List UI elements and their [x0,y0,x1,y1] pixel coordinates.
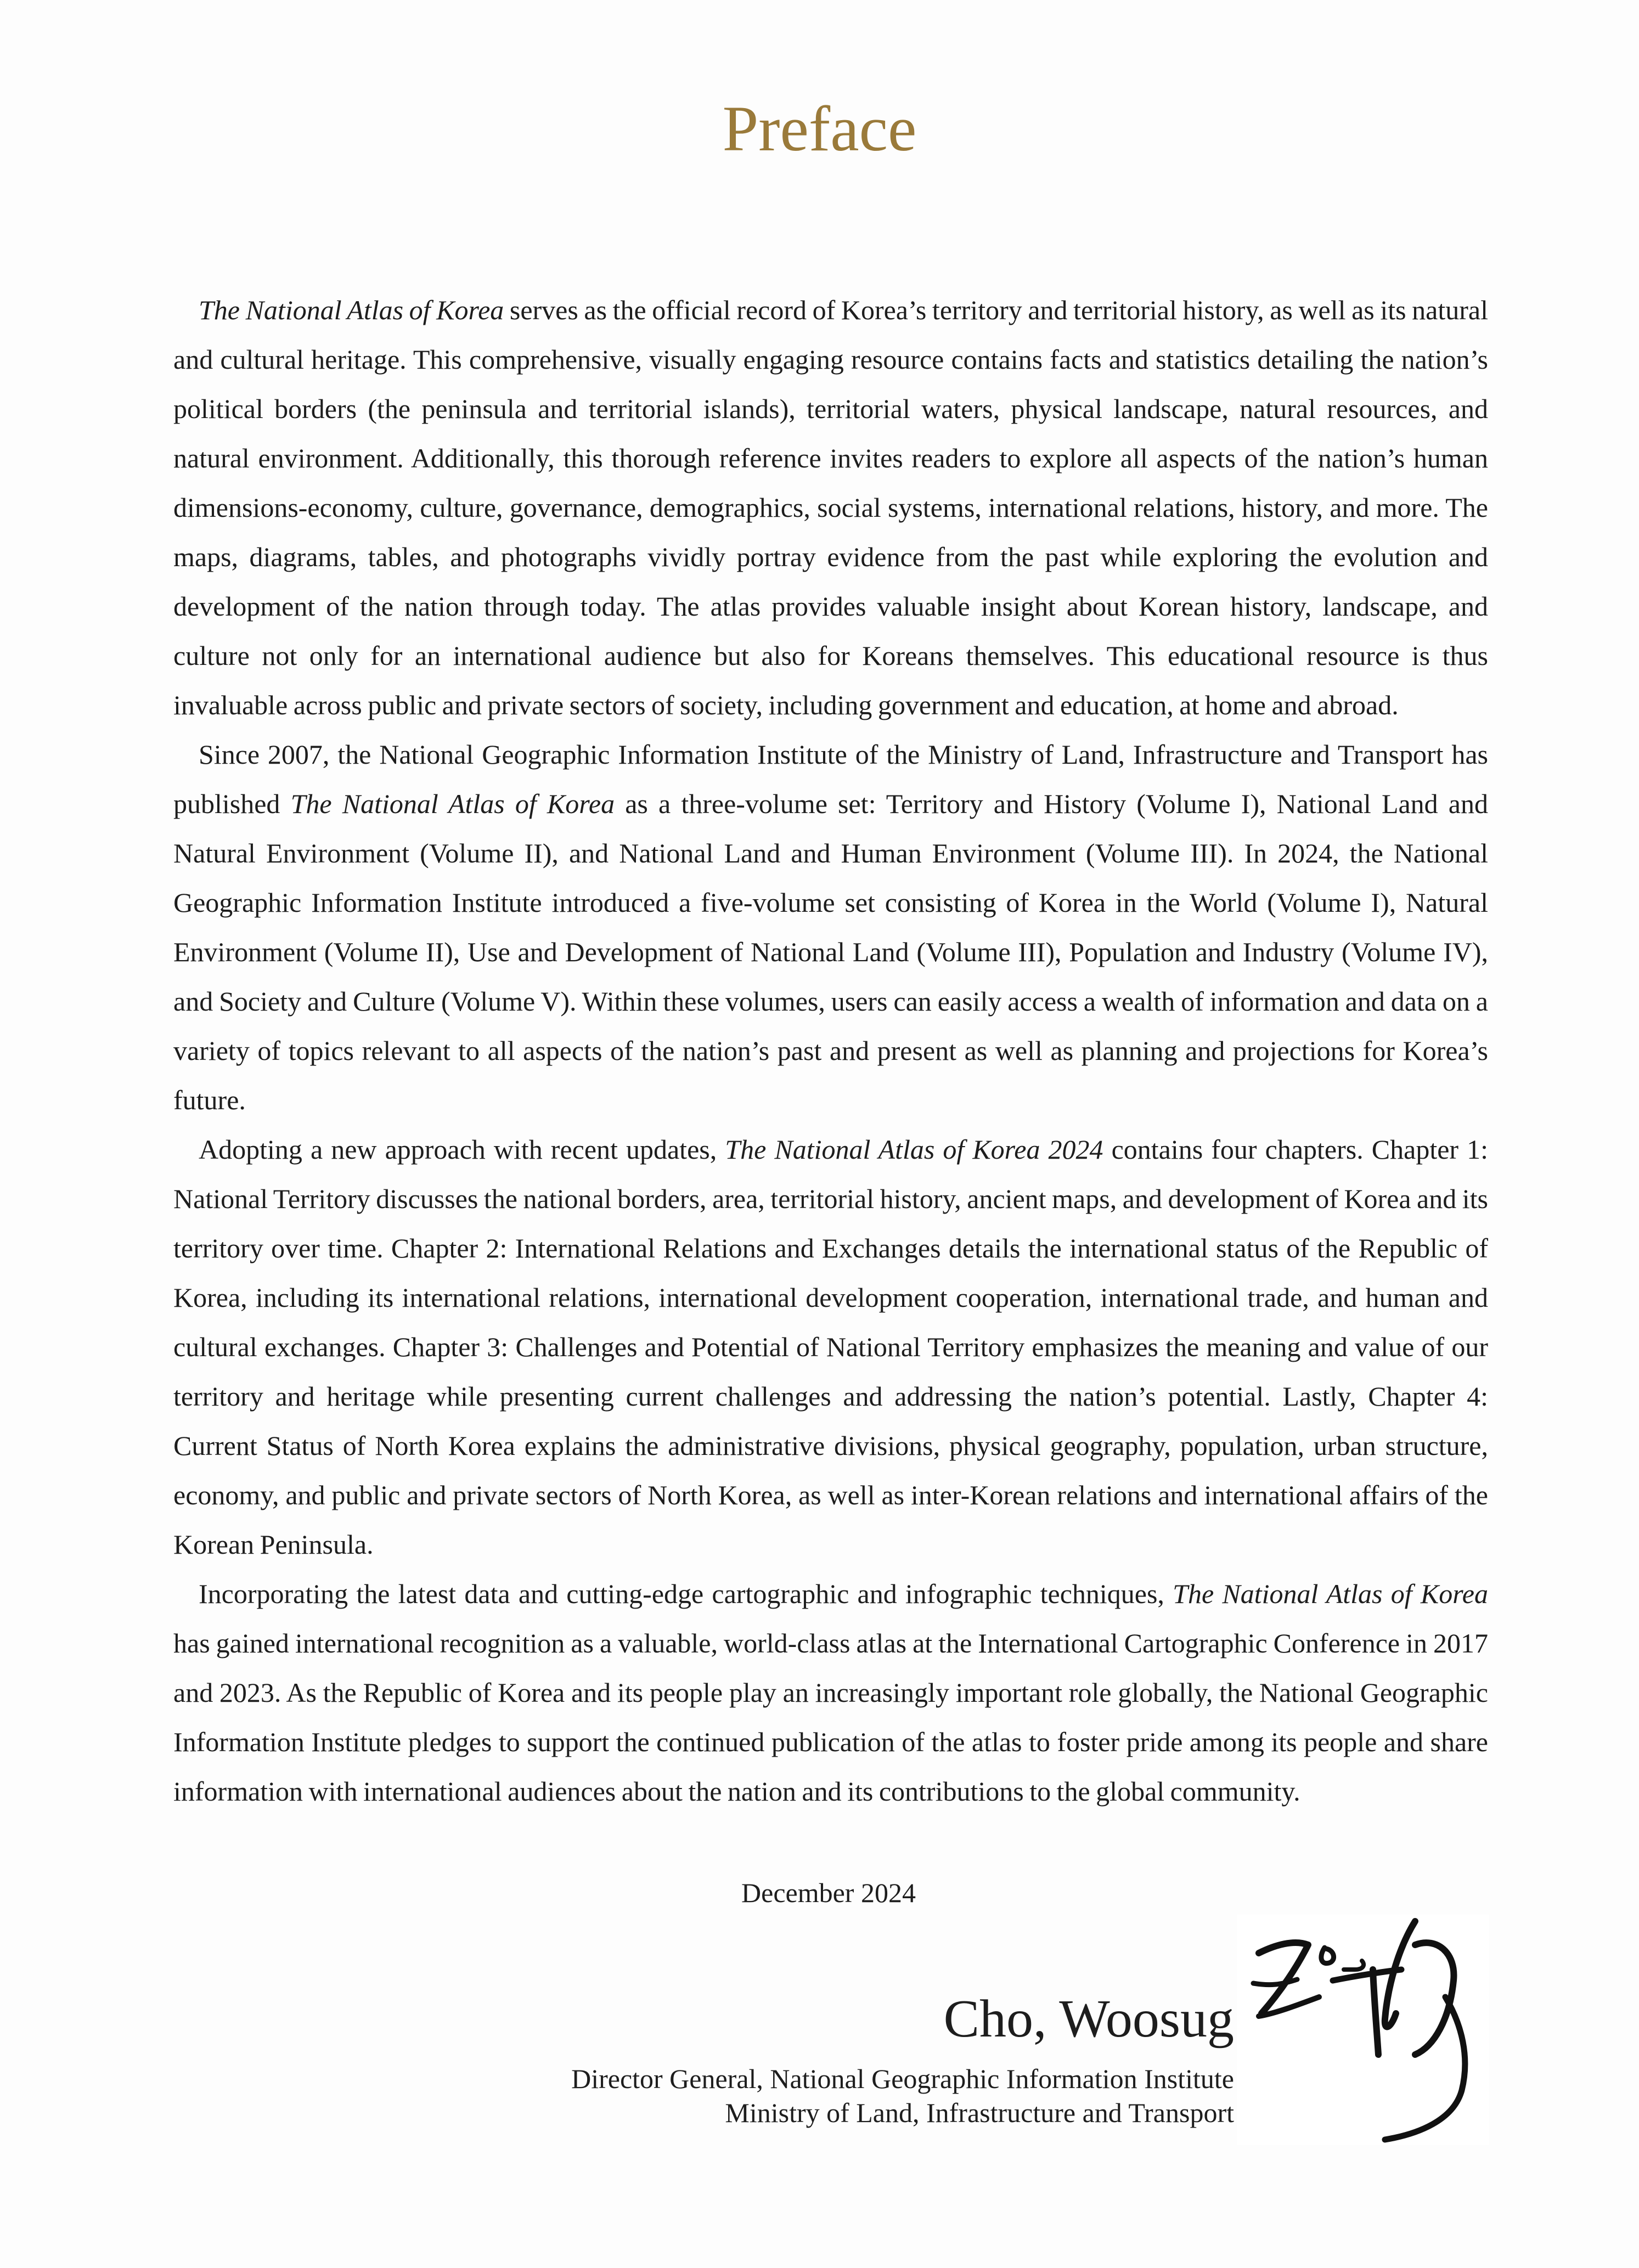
preface-paragraph [173,1569,1488,1816]
signer-affiliation [571,2062,1234,2130]
atlas-title-italic: The National Atlas of Korea [1173,1578,1488,1609]
preface-paragraph [173,1125,1488,1569]
atlas-title-italic: The National Atlas of Korea [199,295,504,325]
preface-date: December 2024 [741,1877,916,1908]
paragraph-text: as a three-volume set: Territory and History (Volume I), National Land and Natural Environment (Volume II), and National Land and Human Environment (Volume III). In 2024, the National Geographic Information Institute introduced a five-volume set consisting of Korea in the World (Volume I), Natural Environment (Volume II), Use and Development of National Land (Volume III), Population and Industry (Volume IV), and Society and Culture (Volume V). Within these volumes, users can easily access a wealth of information and data on a variety of topics relevant to all aspects of the nation’s past and present as well as planning and projections for Korea’s future. [173,788,1489,1115]
paragraph-text: Incorporating the latest data and cutting-edge cartographic and infographic techniques, [199,1578,1173,1609]
signer-title-line-1: Director General, National Geographic Information Institute [571,2063,1234,2094]
page-title: Preface [722,93,917,165]
paragraph-text: Adopting a new approach with recent updates, [199,1134,725,1165]
preface-paragraph [173,730,1488,1125]
signer-name: Cho, Woosug [943,1989,1234,2049]
paragraph-text: contains four chapters. Chapter 1: National Territory discusses the national borders, area, territorial history, ancient maps, and development of Korea and its territory over time. Chapter 2: International Relations and Exchanges details the international status of the Republic of Korea, including its international relations, international development cooperation, international trade, and human and cultural exchanges. Chapter 3: Challenges and Potential of National Territory emphasizes the meaning and value of our territory and heritage while presenting current challenges and addressing the nation’s potential. Lastly, Chapter 4: Current Status of North Korea explains the administrative divisions, physical geography, population, urban structure, economy, and public and private sectors of North Korea, as well as inter-Korean relations and international affairs of the Korean Peninsula. [173,1134,1489,1560]
paragraph-text: Since 2007, the National Geographic Information Institute of the Ministry of Land, Infrastructure and Transport has published [173,739,1488,819]
signature-image [1237,1915,1489,2145]
paragraph-text: serves as the official record of Korea’s territory and territorial history, as well as its natural and cultural heritage. This comprehensive, visually engaging resource contains facts and statistics detailing the nation’s political borders (the peninsula and territorial islands), territorial waters, physical landscape, natural resources, and natural environment. Additionally, this thorough reference invites readers to explore all aspects of the nation’s human dimensions-economy, culture, governance, demographics, social systems, international relations, history, and more. The maps, diagrams, tables, and photographs vividly portray evidence from the past while exploring the evolution and development of the nation through today. The atlas provides valuable insight about Korean history, landscape, and culture not only for an international audience but also for Koreans themselves. This educational resource is thus invaluable across public and private sectors of society, including government and education, at home and abroad. [173,295,1488,720]
handwritten-signature-icon [1237,1915,1489,2145]
paragraph-text: has gained international recognition as a valuable, world-class atlas at the International Cartographic Conference in 2017 and 2023. As the Republic of Korea and its people play an increasingly important role globally, the National Geographic Information Institute pledges to support the continued publication of the atlas to foster pride among its people and share information with international audiences about the nation and its contributions to the global community. [173,1628,1488,1807]
preface-body [173,285,1488,1816]
atlas-title-italic: The National Atlas of Korea [290,788,615,819]
atlas-title-italic: The National Atlas of Korea 2024 [725,1134,1103,1165]
preface-paragraph [173,285,1488,730]
signer-title-line-2: Ministry of Land, Infrastructure and Transport [725,2097,1234,2128]
